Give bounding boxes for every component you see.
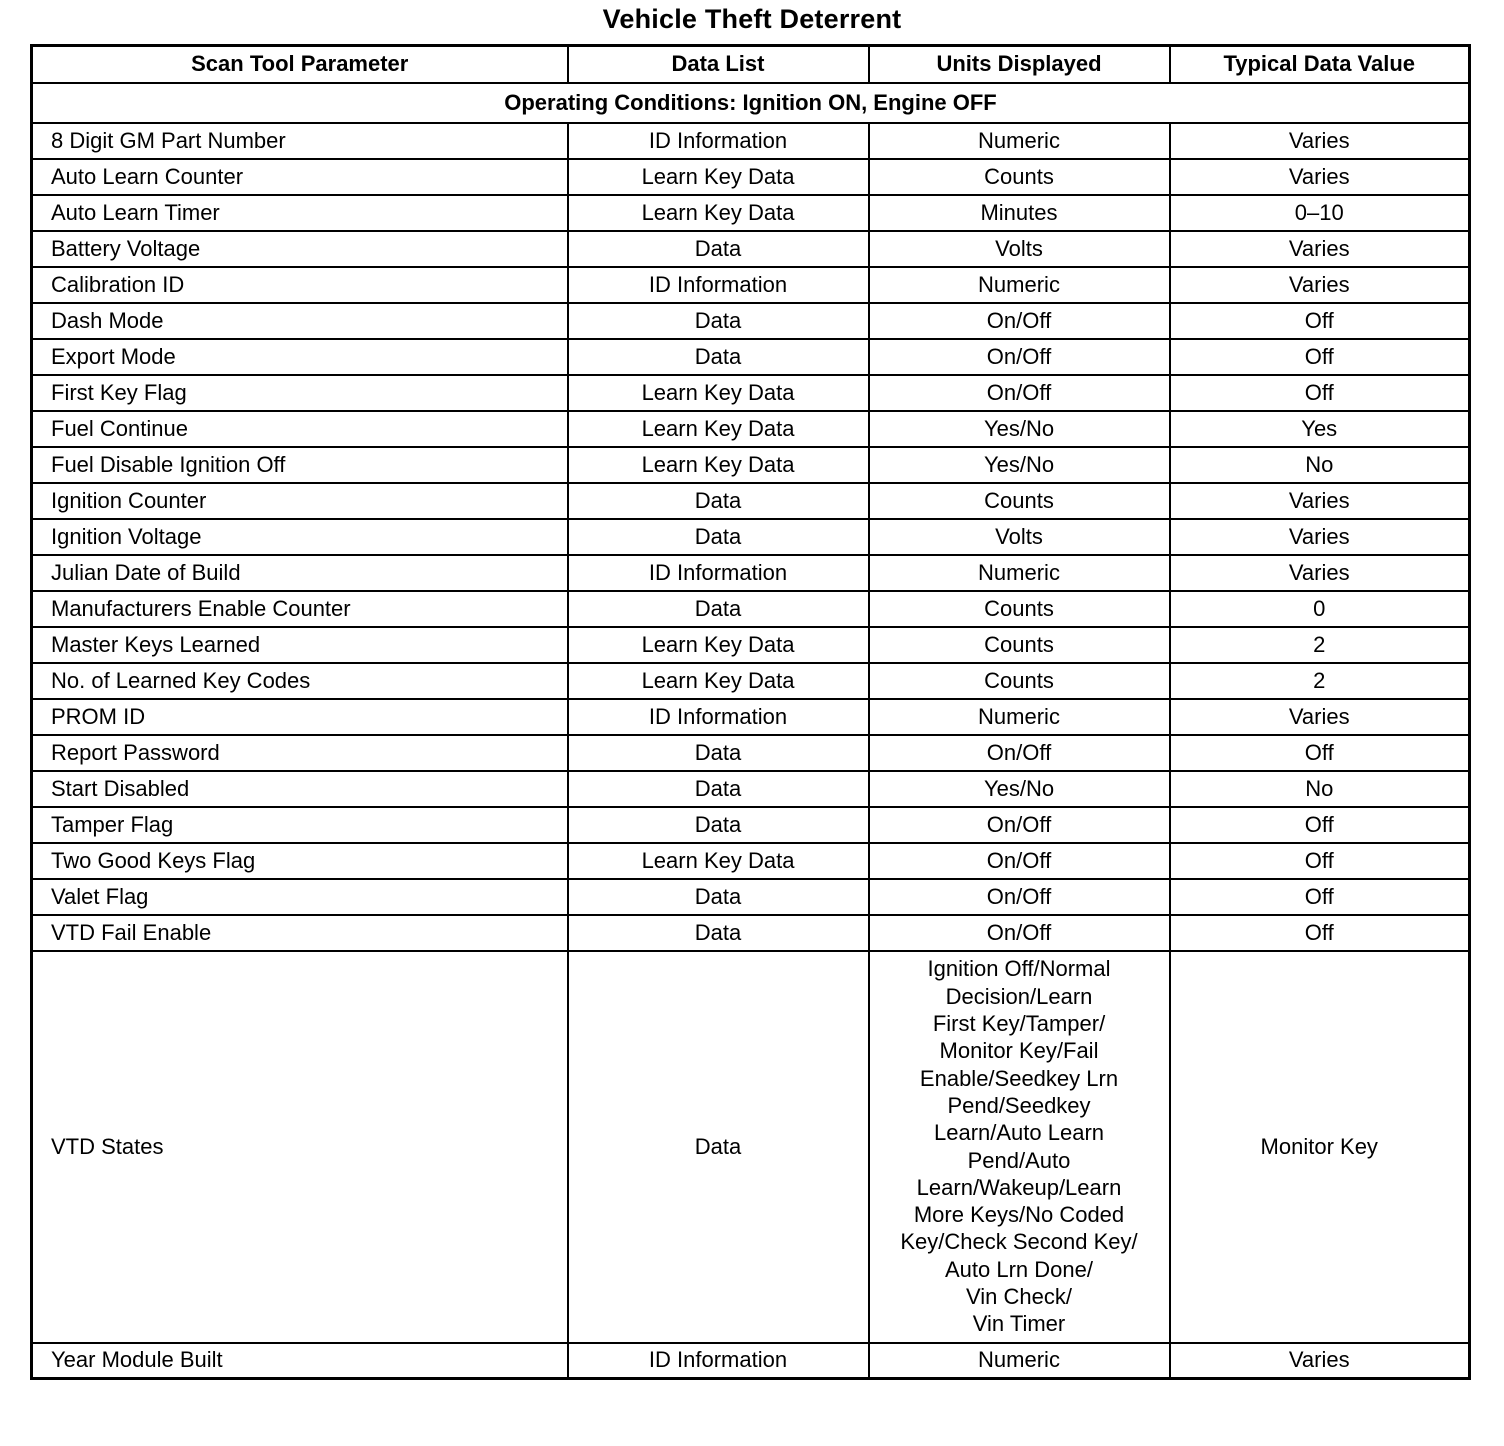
cell-data-list: Learn Key Data xyxy=(568,159,869,195)
cell-typical-value: Yes xyxy=(1170,411,1470,447)
cell-data-list: Learn Key Data xyxy=(568,627,869,663)
cell-data-list: Learn Key Data xyxy=(568,843,869,879)
cell-parameter: Dash Mode xyxy=(32,303,568,339)
cell-units-displayed: Minutes xyxy=(869,195,1170,231)
cell-units-displayed: On/Off xyxy=(869,807,1170,843)
cell-typical-value: Off xyxy=(1170,303,1470,339)
cell-data-list: Data xyxy=(568,483,869,519)
cell-units-displayed: Counts xyxy=(869,663,1170,699)
cell-data-list: Data xyxy=(568,915,869,951)
cell-parameter: Ignition Voltage xyxy=(32,519,568,555)
table-row xyxy=(32,735,1470,771)
cell-typical-value: Monitor Key xyxy=(1170,951,1470,1343)
table-row xyxy=(32,483,1470,519)
cell-typical-value: No xyxy=(1170,447,1470,483)
cell-data-list: Learn Key Data xyxy=(568,195,869,231)
cell-parameter: Start Disabled xyxy=(32,771,568,807)
cell-typical-value: Varies xyxy=(1170,555,1470,591)
table-row xyxy=(32,627,1470,663)
cell-data-list: ID Information xyxy=(568,555,869,591)
cell-units-displayed-text: Ignition Off/Normal Decision/Learn First Key/Tamper/ Monitor Key/Fail Enable/Seedkey Lrn Pend/Seedkey Learn/Auto Learn Pend/Auto Learn/Wakeup/Learn More Keys/No Coded Key/Check Second Key/ Auto Lrn Done/ Vin Check/ Vin Timer xyxy=(900,956,1138,1337)
cell-data-list: Learn Key Data xyxy=(568,447,869,483)
table-row xyxy=(32,231,1470,267)
cell-units-displayed: Numeric xyxy=(869,555,1170,591)
cell-data-list: Data xyxy=(568,339,869,375)
cell-parameter: Manufacturers Enable Counter xyxy=(32,591,568,627)
cell-units-displayed: Counts xyxy=(869,483,1170,519)
cell-data-list: Data xyxy=(568,303,869,339)
cell-parameter: VTD States xyxy=(32,951,568,1343)
cell-parameter: PROM ID xyxy=(32,699,568,735)
table-row xyxy=(32,303,1470,339)
table-row xyxy=(32,123,1470,159)
cell-typical-value: 0–10 xyxy=(1170,195,1470,231)
cell-data-list: ID Information xyxy=(568,699,869,735)
table-row xyxy=(32,447,1470,483)
cell-units-displayed: Counts xyxy=(869,591,1170,627)
table-row xyxy=(32,699,1470,735)
cell-parameter: Valet Flag xyxy=(32,879,568,915)
cell-typical-value: No xyxy=(1170,771,1470,807)
cell-data-list: Data xyxy=(568,879,869,915)
table-row xyxy=(32,411,1470,447)
cell-typical-value: Off xyxy=(1170,879,1470,915)
table-row xyxy=(32,807,1470,843)
cell-units-displayed: Volts xyxy=(869,519,1170,555)
header-scan-tool-parameter: Scan Tool Parameter xyxy=(32,46,568,83)
cell-parameter: Master Keys Learned xyxy=(32,627,568,663)
cell-data-list: Data xyxy=(568,231,869,267)
cell-typical-value: Off xyxy=(1170,843,1470,879)
cell-units-displayed: Numeric xyxy=(869,699,1170,735)
cell-data-list: Data xyxy=(568,951,869,1343)
cell-typical-value: Varies xyxy=(1170,1343,1470,1379)
cell-units-displayed: Counts xyxy=(869,159,1170,195)
cell-data-list: Data xyxy=(568,771,869,807)
header-units-displayed: Units Displayed xyxy=(869,46,1170,83)
cell-parameter: Julian Date of Build xyxy=(32,555,568,591)
table-row xyxy=(32,843,1470,879)
cell-parameter: Tamper Flag xyxy=(32,807,568,843)
cell-units-displayed xyxy=(869,951,1170,1343)
cell-typical-value: Off xyxy=(1170,807,1470,843)
cell-units-displayed: Counts xyxy=(869,627,1170,663)
cell-typical-value: 0 xyxy=(1170,591,1470,627)
table-row xyxy=(32,591,1470,627)
table-row xyxy=(32,555,1470,591)
table-row xyxy=(32,267,1470,303)
operating-conditions-row xyxy=(32,83,1470,123)
table-row xyxy=(32,1343,1470,1379)
cell-data-list: Data xyxy=(568,519,869,555)
cell-data-list: Learn Key Data xyxy=(568,411,869,447)
cell-units-displayed: Numeric xyxy=(869,123,1170,159)
cell-data-list: ID Information xyxy=(568,123,869,159)
cell-typical-value: Varies xyxy=(1170,123,1470,159)
table-row xyxy=(32,519,1470,555)
cell-units-displayed: Yes/No xyxy=(869,447,1170,483)
cell-parameter: Calibration ID xyxy=(32,267,568,303)
cell-parameter: Export Mode xyxy=(32,339,568,375)
cell-data-list: Learn Key Data xyxy=(568,663,869,699)
cell-parameter: Fuel Continue xyxy=(32,411,568,447)
cell-typical-value: Off xyxy=(1170,735,1470,771)
cell-units-displayed: On/Off xyxy=(869,339,1170,375)
cell-units-displayed: On/Off xyxy=(869,375,1170,411)
cell-typical-value: 2 xyxy=(1170,663,1470,699)
cell-typical-value: Varies xyxy=(1170,699,1470,735)
cell-parameter: Fuel Disable Ignition Off xyxy=(32,447,568,483)
cell-typical-value: Off xyxy=(1170,375,1470,411)
cell-data-list: ID Information xyxy=(568,267,869,303)
cell-data-list: ID Information xyxy=(568,1343,869,1379)
cell-units-displayed: Numeric xyxy=(869,267,1170,303)
cell-units-displayed: Yes/No xyxy=(869,411,1170,447)
cell-units-displayed: On/Off xyxy=(869,735,1170,771)
cell-parameter: VTD Fail Enable xyxy=(32,915,568,951)
cell-parameter: Auto Learn Counter xyxy=(32,159,568,195)
cell-typical-value: Varies xyxy=(1170,231,1470,267)
header-row xyxy=(32,46,1470,83)
cell-units-displayed: On/Off xyxy=(869,915,1170,951)
page-title: Vehicle Theft Deterrent xyxy=(602,4,902,34)
cell-parameter: Year Module Built xyxy=(32,1343,568,1379)
table-row xyxy=(32,771,1470,807)
cell-parameter: Battery Voltage xyxy=(32,231,568,267)
cell-typical-value: Varies xyxy=(1170,267,1470,303)
cell-units-displayed: Volts xyxy=(869,231,1170,267)
header-typical-data-value: Typical Data Value xyxy=(1170,46,1470,83)
table-row xyxy=(32,663,1470,699)
table-row xyxy=(32,375,1470,411)
cell-parameter: Auto Learn Timer xyxy=(32,195,568,231)
cell-typical-value: Varies xyxy=(1170,519,1470,555)
cell-units-displayed: On/Off xyxy=(869,303,1170,339)
cell-units-displayed: On/Off xyxy=(869,843,1170,879)
cell-units-displayed: Yes/No xyxy=(869,771,1170,807)
cell-typical-value: Off xyxy=(1170,915,1470,951)
cell-typical-value: Varies xyxy=(1170,159,1470,195)
cell-parameter: 8 Digit GM Part Number xyxy=(32,123,568,159)
table-row xyxy=(32,915,1470,951)
cell-parameter: Report Password xyxy=(32,735,568,771)
table-row xyxy=(32,339,1470,375)
cell-data-list: Data xyxy=(568,735,869,771)
cell-units-displayed: On/Off xyxy=(869,879,1170,915)
header-data-list: Data List xyxy=(568,46,869,83)
cell-parameter: Ignition Counter xyxy=(32,483,568,519)
operating-conditions: Operating Conditions: Ignition ON, Engine OFF xyxy=(32,83,1470,123)
cell-typical-value: Off xyxy=(1170,339,1470,375)
table-row xyxy=(32,159,1470,195)
cell-data-list: Data xyxy=(568,591,869,627)
cell-parameter: No. of Learned Key Codes xyxy=(32,663,568,699)
table-row xyxy=(32,195,1470,231)
cell-units-displayed: Numeric xyxy=(869,1343,1170,1379)
table-row xyxy=(32,951,1470,1343)
cell-data-list: Data xyxy=(568,807,869,843)
vtd-data-table xyxy=(30,44,1471,1380)
cell-parameter: First Key Flag xyxy=(32,375,568,411)
table-row xyxy=(32,879,1470,915)
cell-parameter: Two Good Keys Flag xyxy=(32,843,568,879)
cell-typical-value: Varies xyxy=(1170,483,1470,519)
cell-data-list: Learn Key Data xyxy=(568,375,869,411)
cell-typical-value: 2 xyxy=(1170,627,1470,663)
